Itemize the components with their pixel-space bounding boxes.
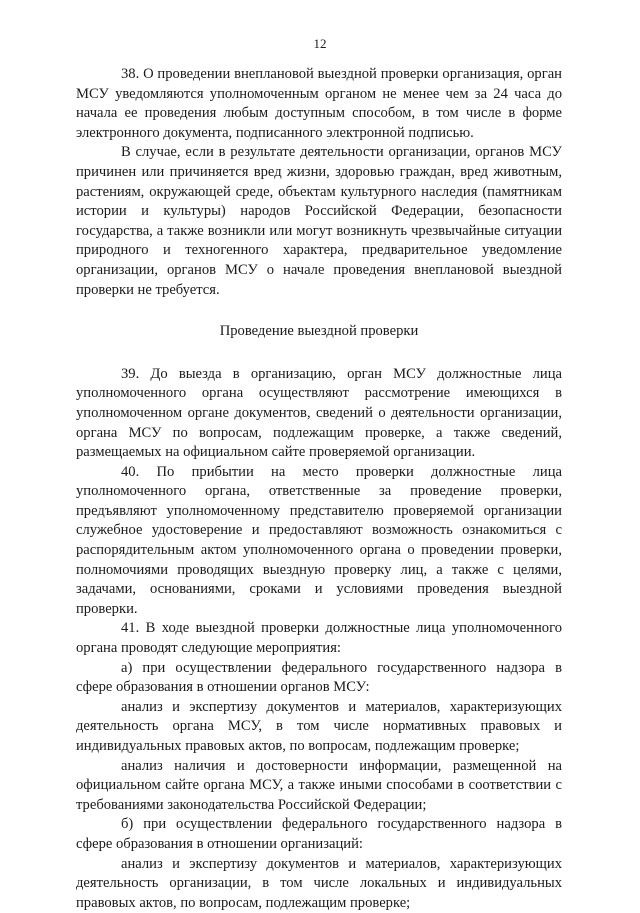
paragraph-41-a: а) при осуществлении федерального государственного надзора в сфере образования в отношении органов МСУ: [76,659,562,696]
paragraph-41-a-item-2: анализ наличия и достоверности информации, размещенной на официальном сайте органа МСУ, а также иными способами в соответствии с требованиями законодательства Российской Федерации; [76,757,562,813]
paragraph-38: 38. О проведении внеплановой выездной проверки организация, орган МСУ уведомляются уполномоченным органом не менее чем за 24 часа до начала ее проведения любым доступным способом, в том числе в форме электронного документа, подписанного электронной подписью. [76,66,562,141]
section-heading: Проведение выездной проверки [219,323,419,340]
paragraph-40: 40. По прибытии на место проверки должностные лица уполномоченного органа, ответственные за проведение проверки, предъявляют уполномоченному представителю проверяемой организации служебное удостоверение и предоставляют возможность ознакомиться с распорядительным актом уполномоченного органа о проведении проверки, полномочиями проводящих выездную проверку лиц, а также с целями, задачами, основаниями, сроками и условиями проведения выездной проверки. [76,463,562,617]
paragraph-41-b: б) при осуществлении федерального государственного надзора в сфере образования в отношении организаций: [76,816,562,852]
page-number: 12 [313,36,327,51]
document-body [76,65,562,913]
paragraph-41-a-item-1: анализ и экспертизу документов и материалов, характеризующих деятельность органа МСУ, в том числе нормативных правовых и индивидуальных правовых актов, по вопросам, подлежащим проверке; [76,698,562,754]
paragraph-41-b-item-1: анализ и экспертизу документов и материалов, характеризующих деятельность организации, в том числе локальных и индивидуальных правовых актов, по вопросам, подлежащим проверке; [76,855,562,911]
paragraph-41: 41. В ходе выездной проверки должностные лица уполномоченного органа проводят следующие мероприятия: [76,620,562,657]
paragraph-39: 39. До выезда в организацию, орган МСУ должностные лица уполномоченного органа осуществляют рассмотрение имеющихся в уполномоченном органе документов, сведений о деятельности организации, органа МСУ по вопросам, подлежащим проверке, а также сведений, размещаемых на официальном сайте проверяемой организации. [76,365,562,461]
paragraph-38-exception: В случае, если в результате деятельности организации, органов МСУ причинен или причиняется вред жизни, здоровью граждан, вред животным, растениям, окружающей среде, объектам культурного наследия (памятникам истории и культуры) народов Российской Федерации, безопасности государства, а также возникли или могут возникнуть чрезвычайные ситуации природного и техногенного характера, предварительное уведомление организации, органов МСУ о начале проведения внеплановой выездной проверки не требуется. [76,144,562,298]
